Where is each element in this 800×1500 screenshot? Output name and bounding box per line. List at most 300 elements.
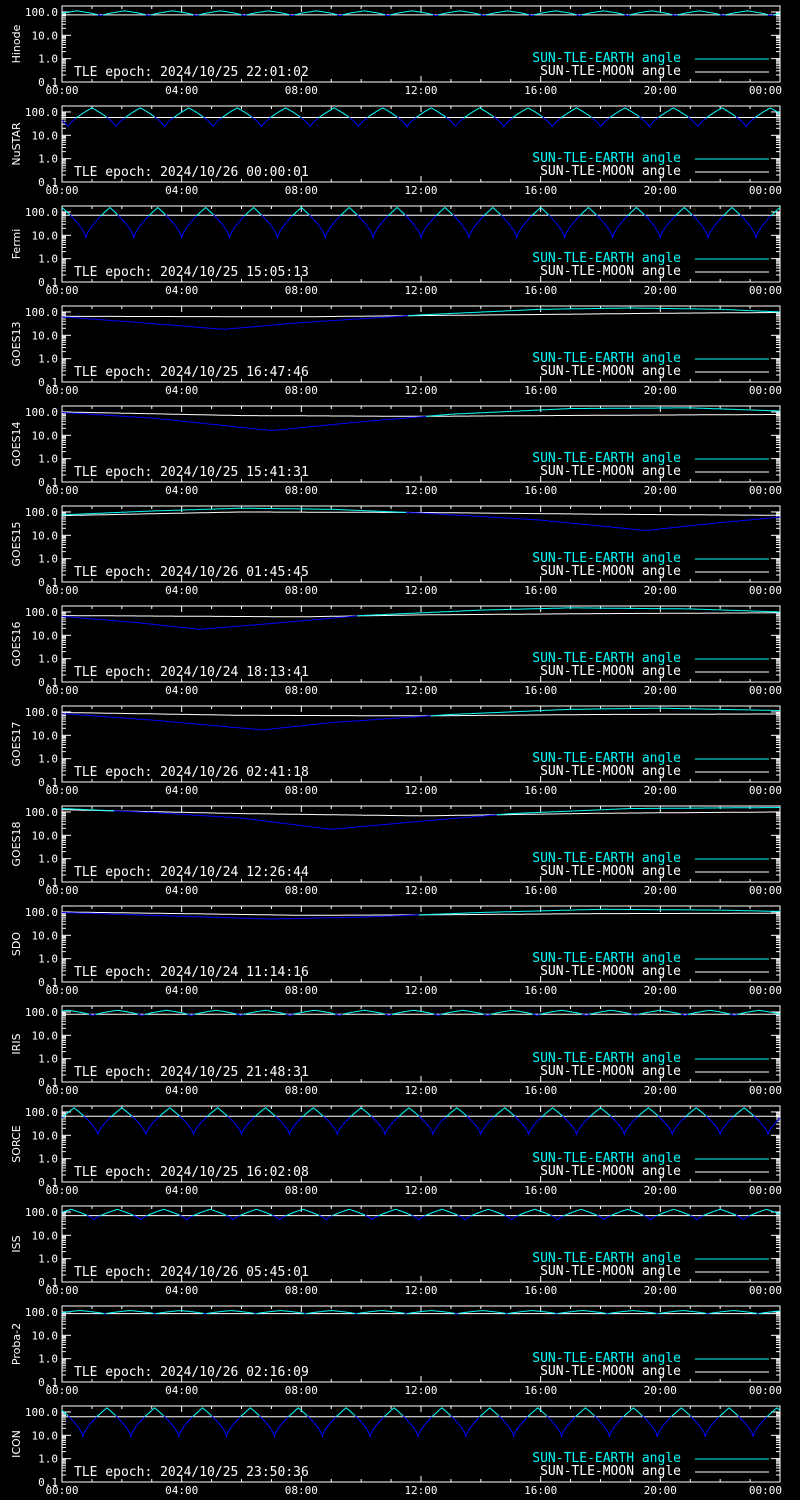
sun-earth-series <box>467 1116 494 1134</box>
satellite-name: IRIS <box>10 1033 23 1055</box>
sun-earth-series <box>629 11 672 15</box>
x-tick-label: 00:00 <box>748 284 782 297</box>
x-tick-label: 16:00 <box>524 1084 558 1097</box>
sun-earth-series <box>582 11 625 15</box>
x-tick-label: 00:00 <box>748 1184 782 1197</box>
x-tick-label: 08:00 <box>284 1384 318 1397</box>
sun-earth-series <box>595 1416 624 1437</box>
sun-earth-series <box>446 1108 467 1117</box>
x-tick-label: 16:00 <box>524 1184 558 1197</box>
x-tick-label: 20:00 <box>643 884 677 897</box>
x-tick-label: 04:00 <box>165 684 199 697</box>
sun-earth-series <box>197 208 214 216</box>
x-tick-label: 20:00 <box>643 1284 677 1297</box>
x-tick-label: 00:00 <box>45 584 79 597</box>
x-tick-label: 04:00 <box>165 1384 199 1397</box>
y-tick-label: 0.1 <box>38 376 58 389</box>
tle-epoch-label: TLE epoch: 2024/10/26 02:41:18 <box>74 765 309 780</box>
sun-earth-series <box>62 616 357 629</box>
x-tick-label: 16:00 <box>524 684 558 697</box>
sun-earth-series <box>84 1116 111 1134</box>
sun-earth-series <box>252 117 271 127</box>
x-tick-label: 00:00 <box>45 284 79 297</box>
legend-sun-moon-label: SUN-TLE-MOON angle <box>540 1464 681 1479</box>
y-tick-label: 0.1 <box>38 876 58 889</box>
sun-earth-series <box>639 117 658 127</box>
x-tick-label: 12:00 <box>404 584 438 597</box>
sun-earth-series <box>658 1116 685 1134</box>
sun-earth-series <box>723 208 740 216</box>
sun-earth-series <box>199 11 242 15</box>
legend-sun-moon-label: SUN-TLE-MOON angle <box>540 164 681 179</box>
x-tick-label: 00:00 <box>45 1384 79 1397</box>
x-tick-label: 04:00 <box>165 84 199 97</box>
x-tick-label: 12:00 <box>404 784 438 797</box>
legend-sun-moon-label: SUN-TLE-MOON angle <box>540 64 681 79</box>
sun-earth-series <box>611 1116 638 1134</box>
y-tick-label: 0.1 <box>38 76 58 89</box>
sun-earth-series <box>403 1416 432 1437</box>
sun-earth-series <box>159 1108 180 1117</box>
y-tick-label: 1.0 <box>38 1352 58 1366</box>
y-tick-label: 0.1 <box>38 476 58 489</box>
sun-earth-series <box>285 1210 319 1217</box>
tle-epoch-label: TLE epoch: 2024/10/25 16:02:08 <box>74 1165 309 1180</box>
x-tick-label: 20:00 <box>643 484 677 497</box>
sun-earth-series <box>68 1416 97 1437</box>
y-tick-label: 10.0 <box>31 1429 58 1443</box>
sun-earth-series <box>247 11 290 15</box>
y-tick-label: 10.0 <box>31 1329 58 1343</box>
legend-sun-earth-label: SUN-TLE-EARTH angle <box>532 1051 681 1066</box>
legend-sun-earth-label: SUN-TLE-EARTH angle <box>532 1251 681 1266</box>
y-tick-label: 0.1 <box>38 776 58 789</box>
tle-epoch-label: TLE epoch: 2024/10/24 12:26:44 <box>74 865 309 880</box>
sun-earth-series <box>245 208 262 216</box>
x-tick-label: 08:00 <box>284 1484 318 1497</box>
sun-earth-series <box>134 1216 147 1220</box>
sun-earth-series <box>367 108 397 118</box>
legend-sun-earth-label: SUN-TLE-EARTH angle <box>532 451 681 466</box>
legend-sun-moon-label: SUN-TLE-MOON angle <box>540 564 681 579</box>
x-tick-label: 20:00 <box>643 684 677 697</box>
sun-earth-series <box>706 108 736 118</box>
legend-sun-moon-label: SUN-TLE-MOON angle <box>540 764 681 779</box>
sun-earth-series <box>518 1209 551 1216</box>
y-tick-label: 100.0 <box>24 605 58 619</box>
sun-earth-series <box>357 215 388 238</box>
legend-sun-earth-label: SUN-TLE-EARTH angle <box>532 51 681 66</box>
y-tick-label: 10.0 <box>31 1129 58 1143</box>
y-tick-label: 10.0 <box>31 1029 58 1043</box>
x-tick-label: 16:00 <box>524 584 558 597</box>
legend-sun-moon-label: SUN-TLE-MOON angle <box>540 264 681 279</box>
sun-earth-series <box>76 108 107 118</box>
x-tick-label: 16:00 <box>524 284 558 297</box>
legend-sun-earth-label: SUN-TLE-EARTH angle <box>532 651 681 666</box>
x-tick-label: 12:00 <box>404 1484 438 1497</box>
satellite-name: SDO <box>10 931 23 957</box>
sun-earth-series <box>685 1108 706 1117</box>
legend-sun-earth-label: SUN-TLE-EARTH angle <box>532 951 681 966</box>
y-tick-label: 10.0 <box>31 229 58 243</box>
x-tick-label: 16:00 <box>524 1484 558 1497</box>
sun-earth-series <box>318 108 349 118</box>
sun-earth-series <box>132 1116 159 1134</box>
legend-sun-earth-label: SUN-TLE-EARTH angle <box>532 151 681 166</box>
x-tick-label: 04:00 <box>165 184 199 197</box>
tle-epoch-label: TLE epoch: 2024/10/25 23:50:36 <box>74 1465 309 1480</box>
y-tick-label: 10.0 <box>31 729 58 743</box>
satellite-name: ISS <box>10 1235 23 1253</box>
sun-earth-series <box>658 108 688 118</box>
y-tick-label: 0.1 <box>38 1276 58 1289</box>
sun-earth-series <box>556 1313 558 1314</box>
sun-earth-series <box>644 215 675 238</box>
sun-earth-series <box>155 117 174 127</box>
x-tick-label: 20:00 <box>643 384 677 397</box>
y-tick-label: 100.0 <box>24 1005 58 1019</box>
satellite-name: ICON <box>10 1430 23 1458</box>
sun-earth-series <box>151 11 194 15</box>
sun-earth-series <box>610 108 640 118</box>
y-tick-label: 1.0 <box>38 552 58 566</box>
satellite-name: GOES17 <box>10 721 23 767</box>
tle-epoch-label: TLE epoch: 2024/10/26 01:45:45 <box>74 565 309 580</box>
sun-earth-series <box>438 11 481 15</box>
sun-earth-series <box>598 1216 611 1220</box>
y-tick-label: 100.0 <box>24 205 58 219</box>
legend-sun-moon-label: SUN-TLE-MOON angle <box>540 364 681 379</box>
sun-earth-series <box>623 1408 642 1417</box>
sun-earth-series <box>207 1108 228 1117</box>
satellite-name: GOES13 <box>10 321 23 367</box>
x-tick-label: 12:00 <box>404 184 438 197</box>
legend-sun-moon-label: SUN-TLE-MOON angle <box>540 1164 681 1179</box>
sun-earth-series <box>103 11 146 15</box>
y-tick-label: 10.0 <box>31 529 58 543</box>
sun-earth-series <box>690 1216 703 1220</box>
satellite-name: Hinode <box>10 24 23 64</box>
x-tick-label: 00:00 <box>748 1084 782 1097</box>
x-tick-label: 20:00 <box>643 984 677 997</box>
sun-earth-series <box>166 215 197 238</box>
x-tick-label: 00:00 <box>748 1384 782 1397</box>
x-tick-label: 20:00 <box>643 584 677 597</box>
sun-earth-series <box>397 117 416 127</box>
x-tick-label: 20:00 <box>643 84 677 97</box>
x-tick-label: 04:00 <box>165 584 199 597</box>
tle-epoch-label: TLE epoch: 2024/10/26 02:16:09 <box>74 1365 309 1380</box>
y-tick-label: 0.1 <box>38 676 58 689</box>
sun-earth-series <box>288 1408 307 1417</box>
sun-earth-series <box>675 208 692 216</box>
x-tick-label: 16:00 <box>524 884 558 897</box>
y-tick-label: 1.0 <box>38 452 58 466</box>
x-tick-label: 12:00 <box>404 984 438 997</box>
sun-earth-series <box>412 1216 425 1220</box>
x-tick-label: 00:00 <box>748 784 782 797</box>
sun-earth-series <box>637 1108 658 1117</box>
sun-earth-series <box>227 1216 240 1220</box>
sun-earth-series <box>446 117 464 126</box>
sun-earth-series <box>180 1116 207 1134</box>
x-tick-label: 00:00 <box>748 884 782 897</box>
x-tick-label: 00:00 <box>45 1084 79 1097</box>
y-tick-label: 1.0 <box>38 352 58 366</box>
tle-epoch-label: TLE epoch: 2024/10/26 05:45:01 <box>74 1265 309 1280</box>
sun-earth-series <box>398 1108 419 1117</box>
sun-earth-series <box>656 1210 690 1217</box>
x-tick-label: 16:00 <box>524 1284 558 1297</box>
sun-earth-series <box>725 11 768 15</box>
x-tick-label: 04:00 <box>165 484 199 497</box>
y-tick-label: 100.0 <box>24 505 58 519</box>
sun-earth-series <box>738 1416 767 1437</box>
y-tick-label: 0.1 <box>38 1176 58 1189</box>
y-tick-label: 0.1 <box>38 1476 58 1489</box>
sun-earth-series <box>107 117 125 126</box>
sun-earth-series <box>494 117 513 127</box>
sun-earth-series <box>534 11 577 15</box>
x-tick-label: 08:00 <box>284 1084 318 1097</box>
sun-earth-series <box>174 108 204 118</box>
legend-sun-moon-label: SUN-TLE-MOON angle <box>540 464 681 479</box>
x-tick-label: 00:00 <box>748 984 782 997</box>
x-tick-label: 00:00 <box>45 84 79 97</box>
satellite-name: GOES16 <box>10 621 23 667</box>
sun-earth-series <box>480 1408 499 1417</box>
y-tick-label: 1.0 <box>38 1452 58 1466</box>
sun-earth-series <box>62 913 419 920</box>
y-tick-label: 10.0 <box>31 329 58 343</box>
satellite-name: Proba-2 <box>10 1322 23 1366</box>
x-tick-label: 08:00 <box>284 484 318 497</box>
x-tick-label: 00:00 <box>748 484 782 497</box>
sun-earth-series <box>719 1408 738 1417</box>
sun-earth-series <box>740 215 771 238</box>
sun-earth-series <box>563 1116 590 1134</box>
sun-earth-series <box>307 1416 336 1437</box>
sun-earth-series <box>304 1313 306 1314</box>
sun-earth-series <box>212 1416 241 1437</box>
legend-sun-earth-label: SUN-TLE-EARTH angle <box>532 351 681 366</box>
x-tick-label: 04:00 <box>165 784 199 797</box>
sun-earth-series <box>100 1210 134 1217</box>
sun-earth-series <box>419 1116 446 1134</box>
sun-earth-series <box>214 215 245 238</box>
sun-earth-series <box>547 1416 576 1437</box>
x-tick-label: 08:00 <box>284 184 318 197</box>
satellite-name: NuSTAR <box>10 122 23 166</box>
y-tick-label: 1.0 <box>38 752 58 766</box>
sun-earth-series <box>62 316 408 330</box>
sun-earth-series <box>542 1108 563 1117</box>
sun-earth-series <box>240 1209 273 1216</box>
x-tick-label: 20:00 <box>643 1384 677 1397</box>
sun-earth-series <box>580 208 597 216</box>
x-tick-label: 00:00 <box>45 384 79 397</box>
sun-earth-series <box>118 215 149 238</box>
x-tick-label: 00:00 <box>748 684 782 697</box>
sun-earth-series <box>690 1416 719 1437</box>
sun-earth-series <box>486 11 529 15</box>
x-tick-label: 16:00 <box>524 84 558 97</box>
sun-earth-series <box>592 117 610 126</box>
y-tick-label: 10.0 <box>31 29 58 43</box>
satellite-name: GOES14 <box>10 421 23 467</box>
sun-earth-series <box>564 1210 598 1217</box>
sun-earth-series <box>749 1210 780 1217</box>
sun-earth-series <box>464 108 494 118</box>
x-tick-label: 08:00 <box>284 84 318 97</box>
x-tick-label: 08:00 <box>284 1284 318 1297</box>
x-tick-label: 12:00 <box>404 884 438 897</box>
sun-earth-series <box>499 1416 528 1437</box>
sun-earth-series <box>349 117 367 126</box>
legend-sun-earth-label: SUN-TLE-EARTH angle <box>532 851 681 866</box>
sun-earth-series <box>432 1408 451 1417</box>
tle-epoch-label: TLE epoch: 2024/10/24 11:14:16 <box>74 965 309 980</box>
x-tick-label: 00:00 <box>45 1184 79 1197</box>
x-tick-label: 00:00 <box>748 384 782 397</box>
y-tick-label: 10.0 <box>31 829 58 843</box>
sun-earth-series <box>323 1116 350 1134</box>
satellite-name: GOES15 <box>10 521 23 567</box>
sun-earth-series <box>532 208 549 216</box>
sun-earth-series <box>336 1408 355 1417</box>
sun-earth-series <box>706 1313 709 1314</box>
sun-earth-series <box>405 215 436 238</box>
sun-earth-series <box>259 1416 288 1437</box>
sun-earth-series <box>101 208 118 216</box>
y-tick-label: 0.1 <box>38 176 58 189</box>
y-tick-label: 0.1 <box>38 576 58 589</box>
sun-earth-series <box>193 1210 227 1217</box>
x-tick-label: 00:00 <box>748 184 782 197</box>
satellite-name: Fermi <box>10 228 23 260</box>
sun-earth-series <box>300 117 318 126</box>
x-tick-label: 12:00 <box>404 1284 438 1297</box>
sun-earth-series <box>597 215 628 238</box>
y-tick-label: 0.1 <box>38 1076 58 1089</box>
legend-sun-moon-label: SUN-TLE-MOON angle <box>540 964 681 979</box>
sun-earth-series <box>549 215 580 238</box>
y-tick-label: 100.0 <box>24 1405 58 1419</box>
x-tick-label: 00:00 <box>748 584 782 597</box>
y-tick-label: 100.0 <box>24 1105 58 1119</box>
tle-epoch-label: TLE epoch: 2024/10/24 18:13:41 <box>74 665 309 680</box>
sun-earth-series <box>688 117 706 126</box>
x-tick-label: 08:00 <box>284 284 318 297</box>
sun-earth-series <box>671 1408 690 1417</box>
sun-earth-series <box>340 208 357 216</box>
satellite-name: SORCE <box>10 1125 23 1163</box>
x-tick-label: 08:00 <box>284 784 318 797</box>
sun-earth-series <box>501 215 532 238</box>
sun-earth-series <box>204 117 222 126</box>
x-tick-label: 08:00 <box>284 584 318 597</box>
x-tick-label: 04:00 <box>165 1484 199 1497</box>
legend-sun-earth-label: SUN-TLE-EARTH angle <box>532 1351 681 1366</box>
legend-sun-moon-label: SUN-TLE-MOON angle <box>540 1364 681 1379</box>
sun-earth-series <box>164 1416 193 1437</box>
legend-sun-earth-label: SUN-TLE-EARTH angle <box>532 551 681 566</box>
tle-epoch-label: TLE epoch: 2024/10/25 22:01:02 <box>74 65 309 80</box>
x-tick-label: 00:00 <box>45 484 79 497</box>
y-tick-label: 1.0 <box>38 1052 58 1066</box>
x-tick-label: 00:00 <box>45 1284 79 1297</box>
y-tick-label: 100.0 <box>24 805 58 819</box>
x-tick-label: 00:00 <box>45 884 79 897</box>
sun-moon-series <box>62 412 780 416</box>
x-tick-label: 04:00 <box>165 384 199 397</box>
y-tick-label: 1.0 <box>38 1152 58 1166</box>
sun-earth-series <box>114 811 497 830</box>
sun-earth-series <box>350 1108 371 1117</box>
x-tick-label: 12:00 <box>404 84 438 97</box>
y-tick-label: 1.0 <box>38 252 58 266</box>
x-tick-label: 12:00 <box>404 1384 438 1397</box>
sun-earth-series <box>384 1408 403 1417</box>
sun-earth-series <box>270 108 300 118</box>
sun-earth-series <box>515 1116 542 1134</box>
y-tick-label: 100.0 <box>24 905 58 919</box>
x-tick-label: 20:00 <box>643 184 677 197</box>
sun-earth-series <box>193 1408 212 1417</box>
sun-earth-series <box>494 1108 515 1117</box>
sun-earth-series <box>116 1416 145 1437</box>
sun-earth-series <box>733 1108 754 1117</box>
satellite-name: GOES18 <box>10 821 23 867</box>
x-tick-label: 12:00 <box>404 684 438 697</box>
x-tick-label: 08:00 <box>284 384 318 397</box>
tle-epoch-label: TLE epoch: 2024/10/25 16:47:46 <box>74 365 309 380</box>
sun-moon-series <box>62 613 780 617</box>
y-tick-label: 10.0 <box>31 629 58 643</box>
sun-earth-series <box>309 215 340 238</box>
legend-sun-earth-label: SUN-TLE-EARTH angle <box>532 251 681 266</box>
x-tick-label: 08:00 <box>284 1184 318 1197</box>
tle-epoch-label: TLE epoch: 2024/10/25 21:48:31 <box>74 1065 309 1080</box>
sun-earth-series <box>611 1209 644 1216</box>
sun-earth-series <box>62 11 98 15</box>
sun-earth-series <box>677 11 720 15</box>
sun-earth-series <box>425 1209 458 1216</box>
y-tick-label: 100.0 <box>24 105 58 119</box>
y-tick-label: 10.0 <box>31 129 58 143</box>
sun-earth-series <box>228 1116 255 1134</box>
y-tick-label: 100.0 <box>24 405 58 419</box>
sun-earth-series <box>319 1216 332 1220</box>
x-tick-label: 00:00 <box>45 984 79 997</box>
x-tick-label: 12:00 <box>404 384 438 397</box>
sun-earth-series <box>378 1210 412 1217</box>
y-tick-label: 100.0 <box>24 1305 58 1319</box>
y-tick-label: 100.0 <box>24 5 58 19</box>
x-tick-label: 20:00 <box>643 1184 677 1197</box>
y-tick-label: 1.0 <box>38 152 58 166</box>
sun-earth-series <box>332 1209 365 1216</box>
tle-epoch-label: TLE epoch: 2024/10/25 15:05:13 <box>74 265 309 280</box>
sun-earth-series <box>590 1108 611 1117</box>
y-tick-label: 1.0 <box>38 852 58 866</box>
sun-earth-series <box>561 108 592 118</box>
sun-earth-series <box>471 1210 505 1217</box>
x-tick-label: 04:00 <box>165 1084 199 1097</box>
sun-earth-series <box>451 1416 480 1437</box>
sun-earth-series <box>408 308 780 316</box>
